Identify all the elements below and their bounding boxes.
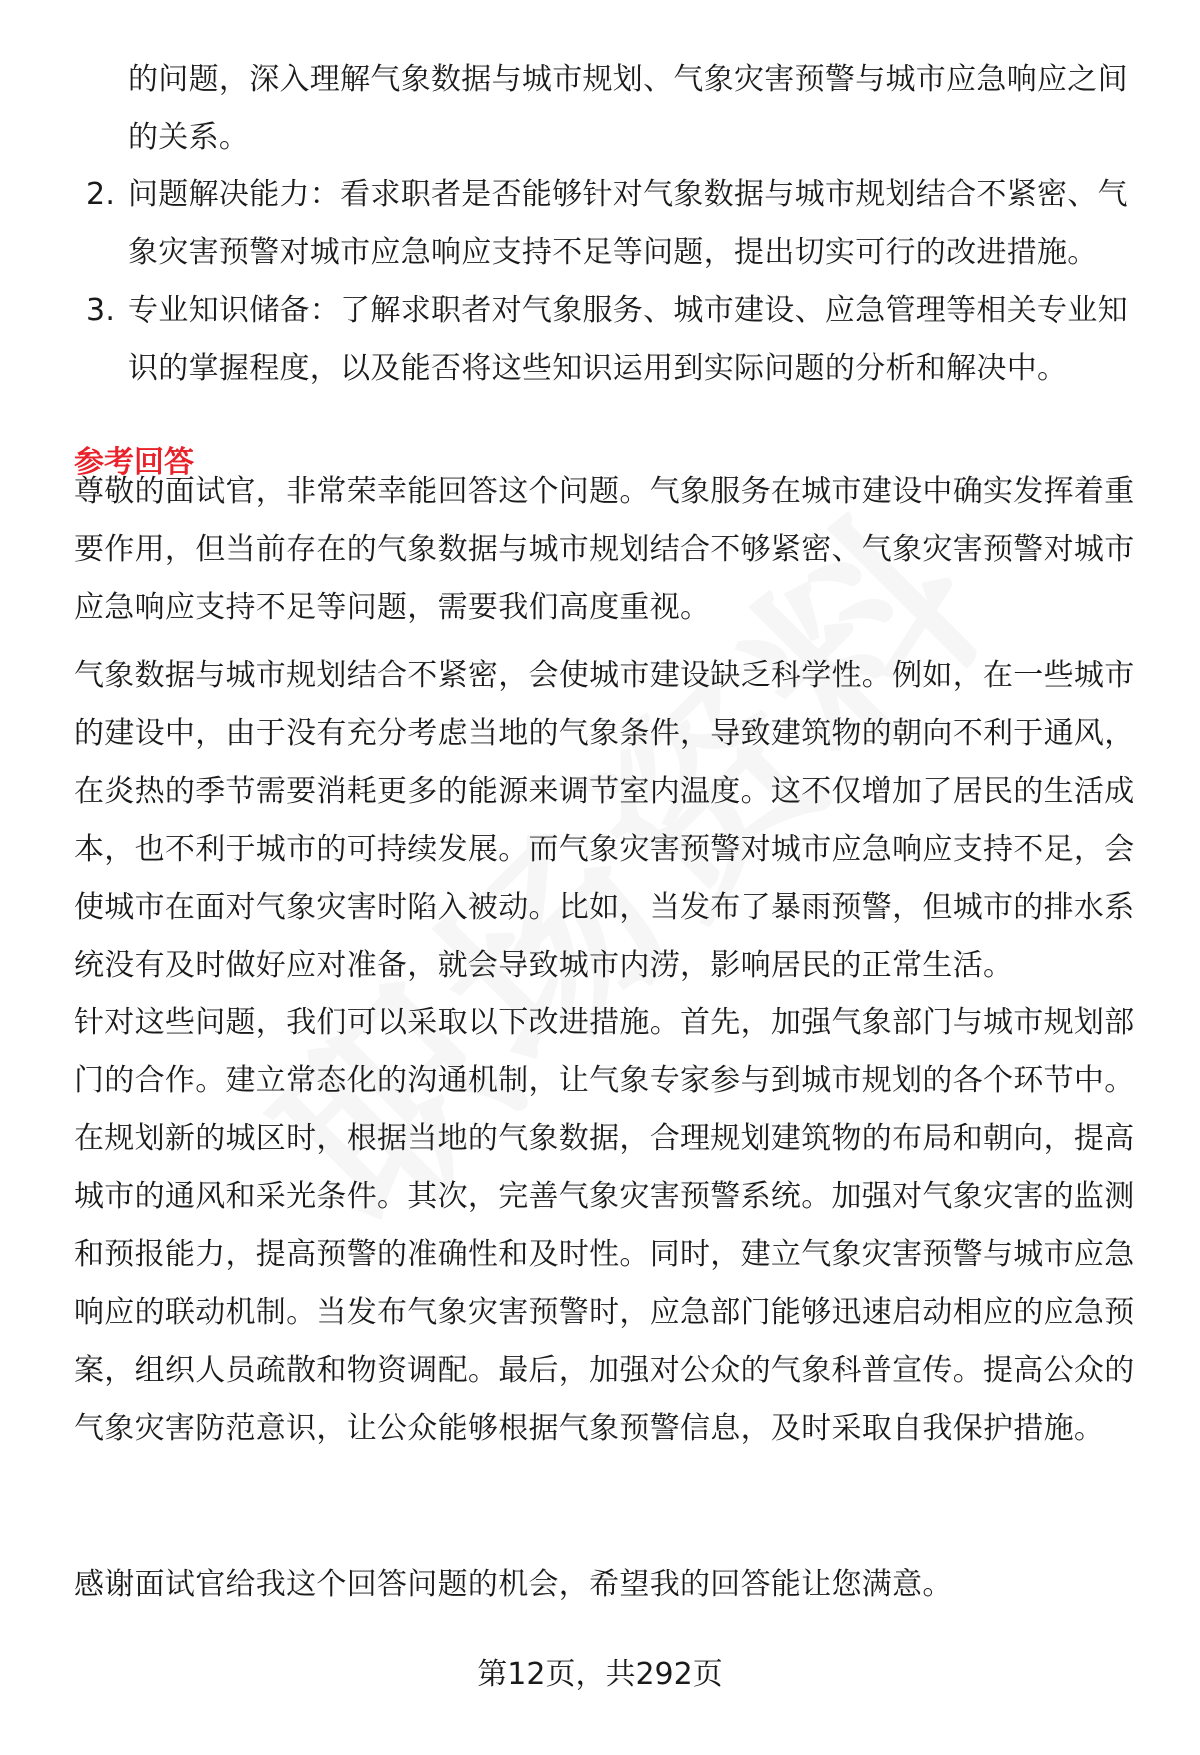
paragraph-opening: 尊敬的面试官，非常荣幸能回答这个问题。气象服务在城市建设中确实发挥着重要作用，但当前存在的气象数据与城市规划结合不够紧密、气象灾害预警对城市应急响应支持不足等问题，需要我们高度重视。 — [74, 474, 1135, 625]
page-number-footer: 第12页，共292页 — [477, 1657, 723, 1692]
criteria-item-2 — [0, 166, 1128, 282]
list-item-text: 专业知识储备：了解求职者对气象服务、城市建设、应急管理等相关专业知识的掌握程度，以及能否将这些知识运用到实际问题的分析和解决中。 — [128, 293, 1128, 386]
list-number: 2. — [86, 177, 116, 212]
intro-continuation: 的问题，深入理解气象数据与城市规划、气象灾害预警与城市应急响应之间的关系。 — [128, 62, 1128, 155]
paragraph-measures: 针对这些问题，我们可以采取以下改进措施。首先，加强气象部门与城市规划部门的合作。建立常态化的沟通机制，让气象专家参与到城市规划的各个环节中。在规划新的城区时，根据当地的气象数据，合理规划建筑物的布局和朝向，提高城市的通风和采光条件。其次，完善气象灾害预警系统。加强对气象灾害的监测和预报能力，提高预警的准确性和及时性。同时，建立气象灾害预警与城市应急响应的联动机制。当发布气象灾害预警时，应急部门能够迅速启动相应的应急预案，组织人员疏散和物资调配。最后，加强对公众的气象科普宣传。提高公众的气象灾害防范意识，让公众能够根据气象预警信息，及时采取自我保护措施。 — [74, 1005, 1135, 1446]
answer-heading: 参考回答 — [74, 445, 194, 480]
list-item-text: 问题解决能力：看求职者是否能够针对气象数据与城市规划结合不紧密、气象灾害预警对城市应急响应支持不足等问题，提出切实可行的改进措施。 — [128, 177, 1128, 270]
paragraph-problems: 气象数据与城市规划结合不紧密，会使城市建设缺乏科学性。例如，在一些城市的建设中，由于没有充分考虑当地的气象条件，导致建筑物的朝向不利于通风，在炎热的季节需要消耗更多的能源来调节室内温度。这不仅增加了居民的生活成本，也不利于城市的可持续发展。而气象灾害预警对城市应急响应支持不足，会使城市在面对气象灾害时陷入被动。比如，当发布了暴雨预警，但城市的排水系统没有及时做好应对准备，就会导致城市内涝，影响居民的正常生活。 — [74, 658, 1135, 983]
criteria-list — [0, 166, 1200, 398]
list-number: 3. — [86, 293, 116, 328]
paragraph-closing: 感谢面试官给我这个回答问题的机会，希望我的回答能让您满意。 — [74, 1567, 953, 1602]
criteria-item-3 — [0, 282, 1128, 398]
